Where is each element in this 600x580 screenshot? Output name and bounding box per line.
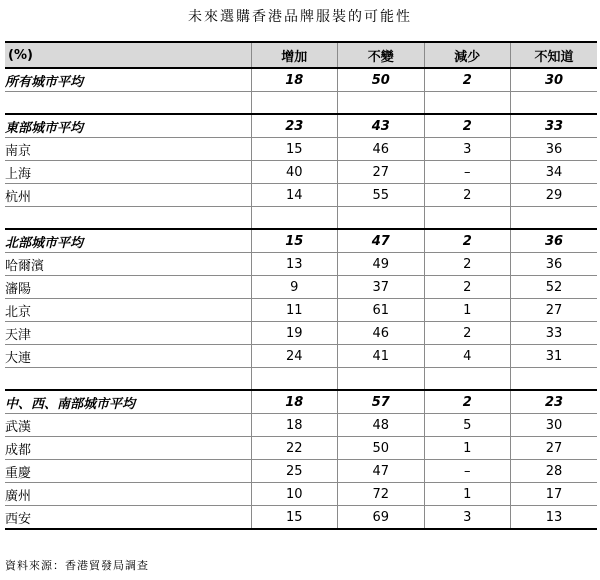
group-label: 東部城市平均 <box>5 114 251 138</box>
value-increase: 18 <box>251 68 338 92</box>
value-unchanged: 47 <box>338 229 425 253</box>
city-row <box>5 276 597 299</box>
value-unchanged: 46 <box>338 138 425 161</box>
spacer-cell <box>511 368 598 391</box>
value-increase: 9 <box>251 276 338 299</box>
city-label: 杭州 <box>5 184 251 207</box>
header-unit-label: (%) <box>5 42 251 68</box>
city-row <box>5 322 597 345</box>
spacer-cell <box>5 92 251 115</box>
value-decrease: 3 <box>424 138 511 161</box>
group-average-row <box>5 229 597 253</box>
value-unchanged: 57 <box>338 390 425 414</box>
value-unknown: 27 <box>511 437 598 460</box>
value-increase: 18 <box>251 414 338 437</box>
value-increase: 14 <box>251 184 338 207</box>
source-note: 資料來源：香港貿發局調查 <box>5 559 149 572</box>
value-unchanged: 50 <box>338 437 425 460</box>
spacer-cell <box>424 207 511 230</box>
value-decrease: 2 <box>424 114 511 138</box>
group-average-row <box>5 390 597 414</box>
city-row <box>5 460 597 483</box>
value-increase: 24 <box>251 345 338 368</box>
value-increase: 10 <box>251 483 338 506</box>
survey-table <box>5 41 597 530</box>
value-unchanged: 43 <box>338 114 425 138</box>
value-increase: 18 <box>251 390 338 414</box>
value-unknown: 52 <box>511 276 598 299</box>
value-decrease: 5 <box>424 414 511 437</box>
value-unknown: 29 <box>511 184 598 207</box>
value-increase: 15 <box>251 138 338 161</box>
value-unchanged: 41 <box>338 345 425 368</box>
city-row <box>5 414 597 437</box>
group-average-row <box>5 114 597 138</box>
value-unchanged: 61 <box>338 299 425 322</box>
value-unchanged: 50 <box>338 68 425 92</box>
value-unknown: 33 <box>511 114 598 138</box>
spacer-cell <box>424 368 511 391</box>
city-label: 大連 <box>5 345 251 368</box>
value-unchanged: 69 <box>338 506 425 530</box>
value-decrease: 2 <box>424 229 511 253</box>
value-unchanged: 47 <box>338 460 425 483</box>
value-unknown: 17 <box>511 483 598 506</box>
value-decrease: – <box>424 460 511 483</box>
value-increase: 15 <box>251 229 338 253</box>
city-row <box>5 483 597 506</box>
header-unknown: 不知道 <box>511 42 598 68</box>
value-unchanged: 55 <box>338 184 425 207</box>
city-label: 成都 <box>5 437 251 460</box>
city-row <box>5 299 597 322</box>
city-label: 上海 <box>5 161 251 184</box>
group-label: 北部城市平均 <box>5 229 251 253</box>
value-unknown: 31 <box>511 345 598 368</box>
value-unchanged: 27 <box>338 161 425 184</box>
city-label: 重慶 <box>5 460 251 483</box>
value-decrease: 1 <box>424 437 511 460</box>
city-row <box>5 138 597 161</box>
city-label: 瀋陽 <box>5 276 251 299</box>
value-decrease: 1 <box>424 483 511 506</box>
value-unknown: 33 <box>511 322 598 345</box>
value-unchanged: 37 <box>338 276 425 299</box>
city-label: 廣州 <box>5 483 251 506</box>
value-unknown: 13 <box>511 506 598 530</box>
header-decrease: 減少 <box>424 42 511 68</box>
group-label: 中、西、南部城市平均 <box>5 390 251 414</box>
value-increase: 25 <box>251 460 338 483</box>
value-unknown: 36 <box>511 229 598 253</box>
value-decrease: 4 <box>424 345 511 368</box>
city-label: 天津 <box>5 322 251 345</box>
value-decrease: 2 <box>424 390 511 414</box>
header-unchanged: 不變 <box>338 42 425 68</box>
value-increase: 40 <box>251 161 338 184</box>
value-decrease: 1 <box>424 299 511 322</box>
value-unknown: 23 <box>511 390 598 414</box>
city-row <box>5 506 597 530</box>
value-unchanged: 49 <box>338 253 425 276</box>
city-label: 南京 <box>5 138 251 161</box>
city-row <box>5 253 597 276</box>
table-header-row <box>5 42 597 68</box>
spacer-cell <box>511 207 598 230</box>
value-increase: 11 <box>251 299 338 322</box>
value-unknown: 28 <box>511 460 598 483</box>
value-increase: 15 <box>251 506 338 530</box>
spacer-cell <box>5 368 251 391</box>
spacer-row <box>5 207 597 230</box>
value-unknown: 30 <box>511 414 598 437</box>
spacer-cell <box>338 368 425 391</box>
value-decrease: 2 <box>424 253 511 276</box>
city-row <box>5 161 597 184</box>
spacer-cell <box>251 368 338 391</box>
spacer-cell <box>251 92 338 115</box>
value-increase: 13 <box>251 253 338 276</box>
value-decrease: 2 <box>424 184 511 207</box>
spacer-cell <box>424 92 511 115</box>
city-row <box>5 437 597 460</box>
value-unknown: 30 <box>511 68 598 92</box>
spacer-cell <box>338 92 425 115</box>
value-unchanged: 48 <box>338 414 425 437</box>
city-label: 武漢 <box>5 414 251 437</box>
value-decrease: 2 <box>424 68 511 92</box>
group-label: 所有城市平均 <box>5 68 251 92</box>
spacer-cell <box>251 207 338 230</box>
value-decrease: 2 <box>424 276 511 299</box>
city-row <box>5 184 597 207</box>
city-label: 哈爾濱 <box>5 253 251 276</box>
value-unknown: 34 <box>511 161 598 184</box>
spacer-row <box>5 92 597 115</box>
value-increase: 23 <box>251 114 338 138</box>
table-title: 未來選購香港品牌服裝的可能性 <box>188 9 412 25</box>
spacer-row <box>5 368 597 391</box>
city-label: 西安 <box>5 506 251 530</box>
value-unknown: 36 <box>511 138 598 161</box>
value-increase: 19 <box>251 322 338 345</box>
header-increase: 增加 <box>251 42 338 68</box>
spacer-cell <box>5 207 251 230</box>
group-average-row <box>5 68 597 92</box>
value-unknown: 36 <box>511 253 598 276</box>
value-decrease: – <box>424 161 511 184</box>
value-increase: 22 <box>251 437 338 460</box>
value-unknown: 27 <box>511 299 598 322</box>
value-decrease: 2 <box>424 322 511 345</box>
city-row <box>5 345 597 368</box>
spacer-cell <box>511 92 598 115</box>
value-unchanged: 46 <box>338 322 425 345</box>
value-decrease: 3 <box>424 506 511 530</box>
table-body <box>5 68 597 529</box>
city-label: 北京 <box>5 299 251 322</box>
value-unchanged: 72 <box>338 483 425 506</box>
spacer-cell <box>338 207 425 230</box>
